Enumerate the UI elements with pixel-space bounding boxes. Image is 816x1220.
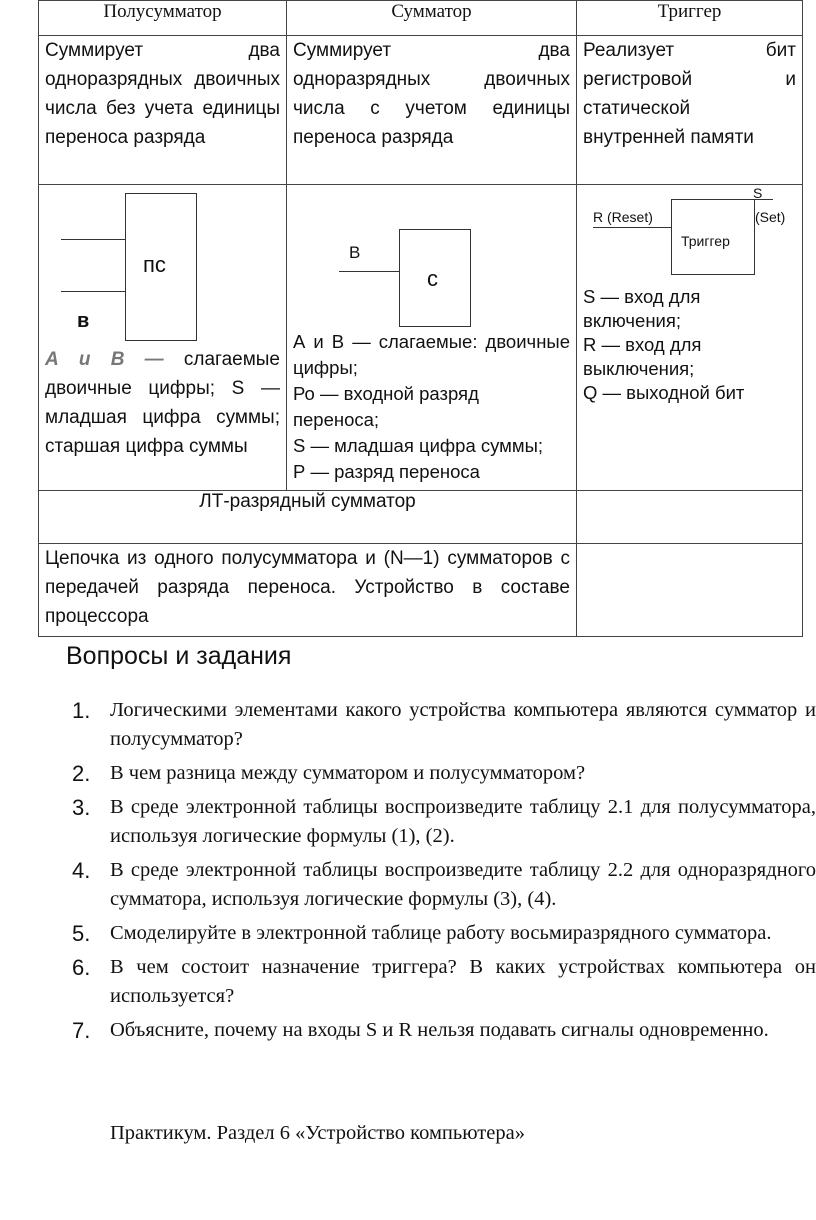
- desc-adder: Суммирует два одноразрядных двоичных числа с учетом единицы переноса разряда: [287, 36, 577, 185]
- comparison-table: [38, 0, 803, 637]
- half-adder-box-label: пс: [143, 252, 166, 277]
- trigger-reset-label: R (Reset): [593, 209, 653, 225]
- question-text: В среде электронной таблицы воспроизведите таблицу 2.1 для полусумматора, используя логические формулы (1), (2).: [110, 796, 816, 847]
- list-item: [70, 759, 816, 788]
- desc-trigger: Реализует бит регистровой и статической внутренней памяти: [577, 36, 803, 185]
- n-bit-desc-empty-cell: [577, 544, 803, 637]
- half-adder-cell: [39, 185, 287, 491]
- list-item: [70, 1016, 816, 1045]
- list-item: [70, 696, 816, 754]
- trigger-caption-line: S — вход для включения;: [583, 286, 701, 331]
- n-bit-title: ЛТ-разрядный сумматор: [39, 491, 577, 544]
- diagram-row: [39, 185, 803, 491]
- trigger-set-s: S: [753, 185, 763, 201]
- section-title: Вопросы и задания: [66, 642, 292, 670]
- header-half-adder: Полусумматор: [39, 1, 287, 36]
- trigger-caption: [583, 285, 796, 405]
- question-text: В среде электронной таблицы воспроизведите таблицу 2.2 для одноразрядного сумматора, используя логические формулы (3), (4).: [110, 859, 816, 910]
- list-item: [70, 953, 816, 1011]
- half-adder-input-label: в: [77, 310, 90, 332]
- adder-caption-line: Р — разряд переноса: [293, 461, 480, 482]
- trigger-cell: [577, 185, 803, 491]
- question-number: 6.: [72, 955, 91, 980]
- trigger-box-label: Триггер: [681, 233, 730, 249]
- question-text: Объясните, почему на входы S и R нельзя подавать сигналы одновременно.: [110, 1019, 769, 1041]
- half-adder-input-a-line: [61, 239, 125, 240]
- question-number: 2.: [72, 761, 91, 786]
- description-row: [39, 36, 803, 185]
- footer-reference: Практикум. Раздел 6 «Устройство компьютера»: [110, 1122, 525, 1144]
- questions-list: [70, 696, 816, 1050]
- desc-half-adder: Суммирует два одноразрядных двоичных числа без учета единицы переноса разряда: [39, 36, 287, 185]
- list-item: [70, 793, 816, 851]
- half-adder-input-b-line: [61, 291, 125, 292]
- question-text: Логическими элементами какого устройства компьютера являются сумматор и полусумматор?: [110, 699, 816, 750]
- adder-caption-line: А и В — слагаемые: двоичные цифры;: [293, 331, 570, 378]
- list-item: [70, 919, 816, 948]
- half-adder-caption-rest: слагаемые двоичные цифры; S — младшая цифра суммы; старшая цифра суммы: [45, 349, 280, 457]
- trigger-set-label: (Set): [755, 209, 786, 225]
- adder-caption: [293, 329, 570, 485]
- half-adder-caption-ab: А и В —: [45, 349, 164, 370]
- question-number: 4.: [72, 858, 91, 883]
- trigger-caption-line: R — вход для выключения;: [583, 334, 702, 379]
- trigger-caption-line: Q — выходной бит: [583, 382, 745, 403]
- n-bit-empty-cell: [577, 491, 803, 544]
- list-item: [70, 856, 816, 914]
- n-bit-desc: Цепочка из одного полусумматора и (N—1) сумматоров с передачей разряда переноса. Устройство в составе процессора: [39, 544, 577, 637]
- table-header-row: [39, 1, 803, 36]
- adder-caption-line: S — младшая цифра суммы;: [293, 435, 544, 456]
- adder-input-label: В: [349, 243, 361, 262]
- question-number: 1.: [72, 698, 91, 723]
- question-number: 3.: [72, 795, 91, 820]
- half-adder-caption: [45, 345, 280, 461]
- adder-input-line: [339, 271, 399, 272]
- adder-cell: [287, 185, 577, 491]
- question-text: В чем состоит назначение триггера? В каких устройствах компьютера он используется?: [110, 956, 816, 1007]
- n-bit-desc-row: [39, 544, 803, 637]
- header-trigger: Триггер: [577, 1, 803, 36]
- header-adder: Сумматор: [287, 1, 577, 36]
- question-text: В чем разница между сумматором и полусумматором?: [110, 762, 586, 784]
- question-number: 5.: [72, 921, 91, 946]
- adder-box-label: с: [427, 266, 438, 291]
- question-number: 7.: [72, 1018, 91, 1043]
- adder-caption-line: Ро — входной разряд переноса;: [293, 383, 479, 430]
- n-bit-title-row: [39, 491, 803, 544]
- question-text: Смоделируйте в электронной таблице работу восьмиразрядного сумматора.: [110, 922, 772, 944]
